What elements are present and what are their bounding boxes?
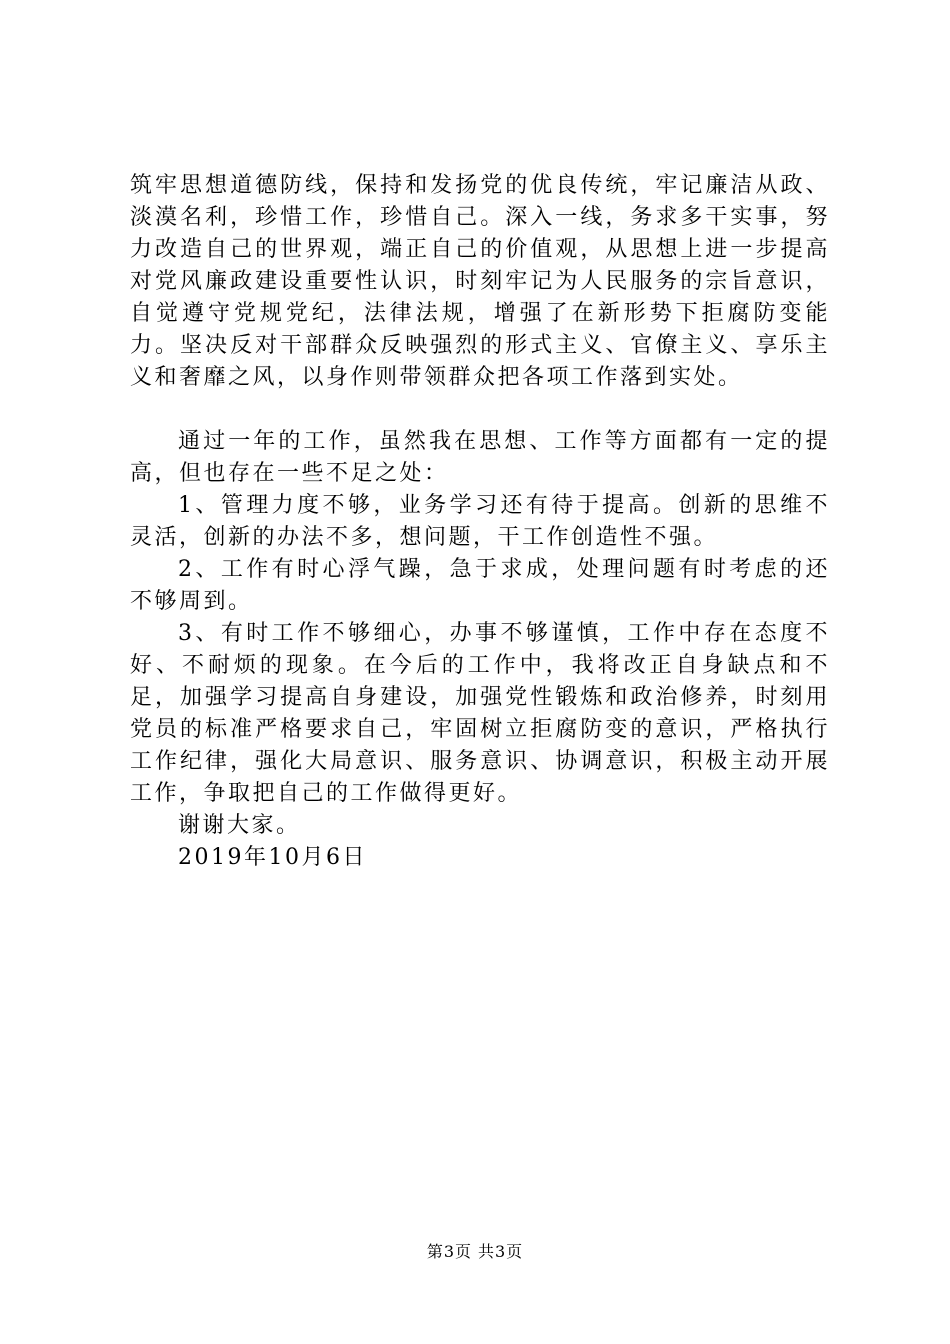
document-date: 2019年10月6日	[178, 845, 367, 870]
paragraph-shortcomings-intro: 通过一年的工作，虽然我在思想、工作等方面都有一定的提高，但也存在一些不足之处：	[130, 429, 830, 486]
page-total: 共3页	[478, 1242, 524, 1261]
page-footer	[0, 1242, 950, 1262]
document-body	[130, 170, 830, 874]
paragraph-shortcoming-2: 2、工作有时心浮气躁，急于求成，处理问题有时考虑的还不够周到。	[130, 557, 830, 614]
paragraph-shortcoming-3: 3、有时工作不够细心，办事不够谨慎，工作中存在态度不好、不耐烦的现象。在今后的工作中，我将改正自身缺点和不足，加强学习提高自身建设，加强党性锻炼和政治修养，时刻用党员的标准严格要求自己，牢固树立拒腐防变的意识，严格执行工作纪律，强化大局意识、服务意识、协调意识，积极主动开展工作，争取把自己的工作做得更好。	[130, 621, 830, 806]
paragraph-integrity: 筑牢思想道德防线，保持和发扬党的优良传统，牢记廉洁从政、淡漠名利，珍惜工作，珍惜自己。深入一线，务求多干实事，努力改造自己的世界观，端正自己的价值观，从思想上进一步提高对党风廉政建设重要性认识，时刻牢记为人民服务的宗旨意识，自觉遵守党规党纪，法律法规，增强了在新形势下拒腐防变能力。坚决反对干部群众反映强烈的形式主义、官僚主义、享乐主义和奢靡之风，以身作则带领群众把各项工作落到实处。	[130, 173, 830, 390]
closing-thanks: 谢谢大家。	[178, 813, 301, 838]
paragraph-shortcoming-1: 1、管理力度不够，业务学习还有待于提高。创新的思维不灵活，创新的办法不多，想问题，干工作创造性不强。	[130, 493, 830, 550]
page-number: 第3页	[426, 1242, 472, 1261]
